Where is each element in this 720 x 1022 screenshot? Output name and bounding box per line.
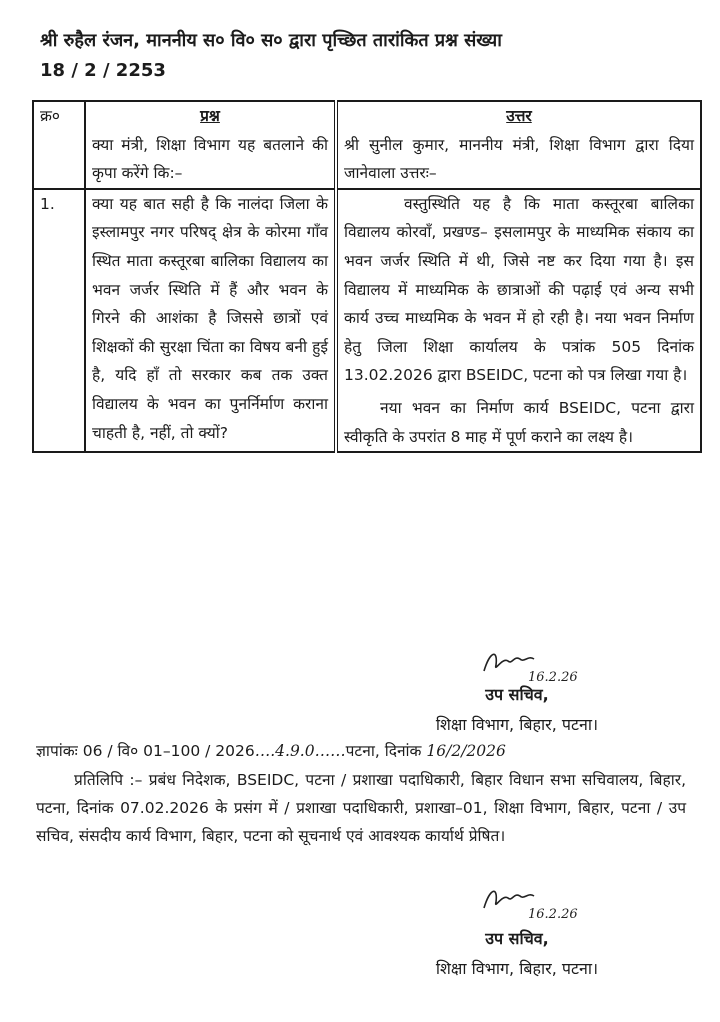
table-header-row [33,101,701,189]
document-heading [40,26,690,86]
question-text: क्या यह बात सही है कि नालंदा जिला के इस्लामपुर नगर परिषद् क्षेत्र के कोरमा गाँव स्थित माता कस्तूरबा बालिका विद्यालय का भवन जर्जर स्थिति में हैं और भवन के गिरने की आशंका है जिससे छात्रों एवं शिक्षकों की सुरक्षा चिंता का विषय बनी हुई है, यदि हाँ तो सरकार कब तक उक्त विद्यालय के भवन का पुनर्निर्माण कराना चाहती है, नहीं, तो क्यों? [92,194,328,442]
signature-block-1 [382,680,652,740]
row-answer-cell [336,189,701,452]
memo-number: ….4.9.0…… [254,742,346,760]
serial-header: क्र० [40,107,60,125]
answer-paragraph-2: नया भवन का निर्माण कार्य BSEIDC, पटना द्वारा स्वीकृति के उपरांत 8 माह में पूर्ण कराने का लक्ष्य है। [344,398,694,446]
row-serial-cell [33,189,85,452]
memo-place: पटना, दिनांक [345,742,422,760]
answer-paragraph-1: वस्तुस्थिति यह है कि माता कस्तूरबा बालिका विद्यालय कोरवाँ, प्रखण्ड– इसलामपुर के माध्यमिक संकाय का भवन जर्जर स्थिति में थी, जिसे नष्ट कर दिया गया है। इस विद्यालय में माध्यमिक के छात्राओं की पढ़ाई एवं अन्य सभी कार्य उच्च माध्यमिक के भवन में हो रही है। नया भवन निर्माण हेतु जिला शिक्षा कार्यालय के पत्रांक 505 दिनांक 13.02.2026 द्वारा BSEIDC, पटना को पत्र लिखा गया है। [344,194,694,385]
signature-1-initials: 16.2.26 [528,670,578,685]
row-serial: 1. [40,194,55,213]
heading-line: श्री रुहैल रंजन, माननीय स० वि० स० द्वारा पृच्छित तारांकित प्रश्न संख्या [40,30,502,51]
question-header-title: प्रश्न [200,107,220,125]
handwritten-signature-2 [480,880,578,924]
memo-line [36,737,686,765]
header-question-cell [85,101,336,189]
signature-2-initials: 16.2.26 [528,907,578,922]
designation-2: उप सचिव, [485,929,549,948]
table-row [33,189,701,452]
header-answer-cell [336,101,701,189]
row-question-cell [85,189,336,452]
designation-1: उप सचिव, [485,685,549,704]
department-2: शिक्षा विभाग, बिहार, पटना। [435,959,599,978]
copy-to-paragraph: प्रतिलिपि :– प्रबंध निदेशक, BSEIDC, पटना / प्रशाखा पदाधिकारी, बिहार विधान सभा सचिवालय, बिहार, पटना, दिनांक 07.02.2026 के प्रसंग में / प्रशाखा पदाधिकारी, प्रशाखा–01, शिक्षा विभाग, बिहार, पटना / उप सचिव, संसदीय कार्य विभाग, बिहार, पटना को सूचनार्थ एवं आवश्यक कार्यार्थ प्रेषित। [36,771,686,845]
question-number: 18 / 2 / 2253 [40,60,166,81]
answer-header-title: उत्तर [506,107,532,125]
answer-header-subtitle: श्री सुनील कुमार, माननीय मंत्री, शिक्षा विभाग द्वारा दिया जानेवाला उत्तरः– [344,135,694,183]
question-header-subtitle: क्या मंत्री, शिक्षा विभाग यह बतलाने की कृपा करेंगे कि:– [92,135,328,183]
question-answer-table [32,100,702,453]
header-serial-cell [33,101,85,189]
department-1: शिक्षा विभाग, बिहार, पटना। [435,715,599,734]
memo-date: 16/2/2026 [426,742,506,760]
memo-prefix: ज्ञापांकः 06 / वि० 01–100 / 2026 [36,742,255,760]
signature-block-2 [382,924,652,984]
